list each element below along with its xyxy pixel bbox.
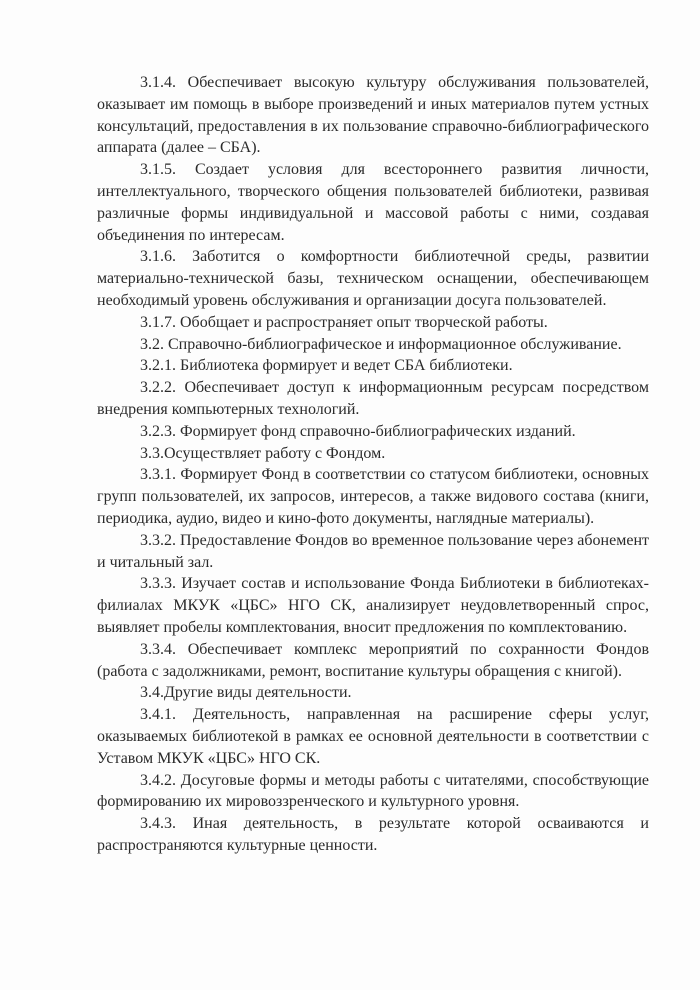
paragraph-3-1-5: 3.1.5. Создает условия для всестороннего развития личности, интеллектуального, творческого общения пользователей библиотеки, развивая различные формы индивидуальной и массовой работы с ними, создавая объединения по интересам. (97, 161, 649, 244)
paragraph-3-1-6: 3.1.6. Заботится о комфортности библиотечной среды, развитии материально-технической базы, техническом оснащении, обеспечивающем необходимый уровень обслуживания и организации досуга пользователей. (97, 248, 649, 309)
paragraph-3-4-2: 3.4.2. Досуговые формы и методы работы с читателями, способствующие формированию их мировоззренческого и культурного уровня. (97, 771, 649, 811)
paragraph-3-4: 3.4.Другие виды деятельности. (140, 684, 352, 702)
paragraph-3-4-3: 3.4.3. Иная деятельность, в результате которой осваиваются и распространяются культурные ценности. (97, 815, 649, 854)
paragraph-3-4-1: 3.4.1. Деятельность, направленная на расширение сферы услуг, оказываемых библиотекой в рамках ее основной деятельности в соответствии с Уставом МКУК «ЦБС» НГО СК. (97, 706, 649, 767)
paragraph-3-3-2: 3.3.2. Предоставление Фондов во временное пользование через абонемент и читальный зал. (97, 531, 649, 571)
paragraph-3-3-1: 3.3.1. Формирует Фонд в соответствии со статусом библиотеки, основных групп пользователей, их запросов, интересов, а также видового состава (книги, периодика, аудио, видео и кино-фото документы, наглядные материалы). (97, 466, 649, 527)
document-body (97, 72, 649, 857)
paragraph-3-1-7: 3.1.7. Обобщает и распространяет опыт творческой работы. (140, 313, 548, 331)
paragraph-3-3-4: 3.3.4. Обеспечивает комплекс мероприятий по сохранности Фондов (работа с задолжниками, ремонт, воспитание культуры обращения с книгой). (97, 640, 649, 680)
paragraph-3-2: 3.2. Справочно-библиографическое и информационное обслуживание. (140, 335, 622, 353)
paragraph-3-1-4: 3.1.4. Обеспечивает высокую культуру обслуживания пользователей, оказывает им помощь в выборе произведений и иных материалов путем устных консультаций, предоставления в их пользование справочно-библиографического аппарата (далее – СБА). (97, 74, 649, 157)
paragraph-3-3: 3.3.Осуществляет работу с Фондом. (140, 444, 386, 462)
paragraph-3-2-2: 3.2.2. Обеспечивает доступ к информационным ресурсам посредством внедрения компьютерных технологий. (97, 379, 649, 418)
paragraph-3-3-3: 3.3.3. Изучает состав и использование Фонда Библиотеки в библиотеках-филиалах МКУК «ЦБС» НГО СК, анализирует неудовлетворенный спрос, выявляет пробелы комплектования, вносит предложения по комплектованию. (97, 575, 649, 636)
paragraph-3-2-1: 3.2.1. Библиотека формирует и ведет СБА библиотеки. (140, 357, 513, 375)
paragraph-3-2-3: 3.2.3. Формирует фонд справочно-библиографических изданий. (140, 422, 576, 440)
